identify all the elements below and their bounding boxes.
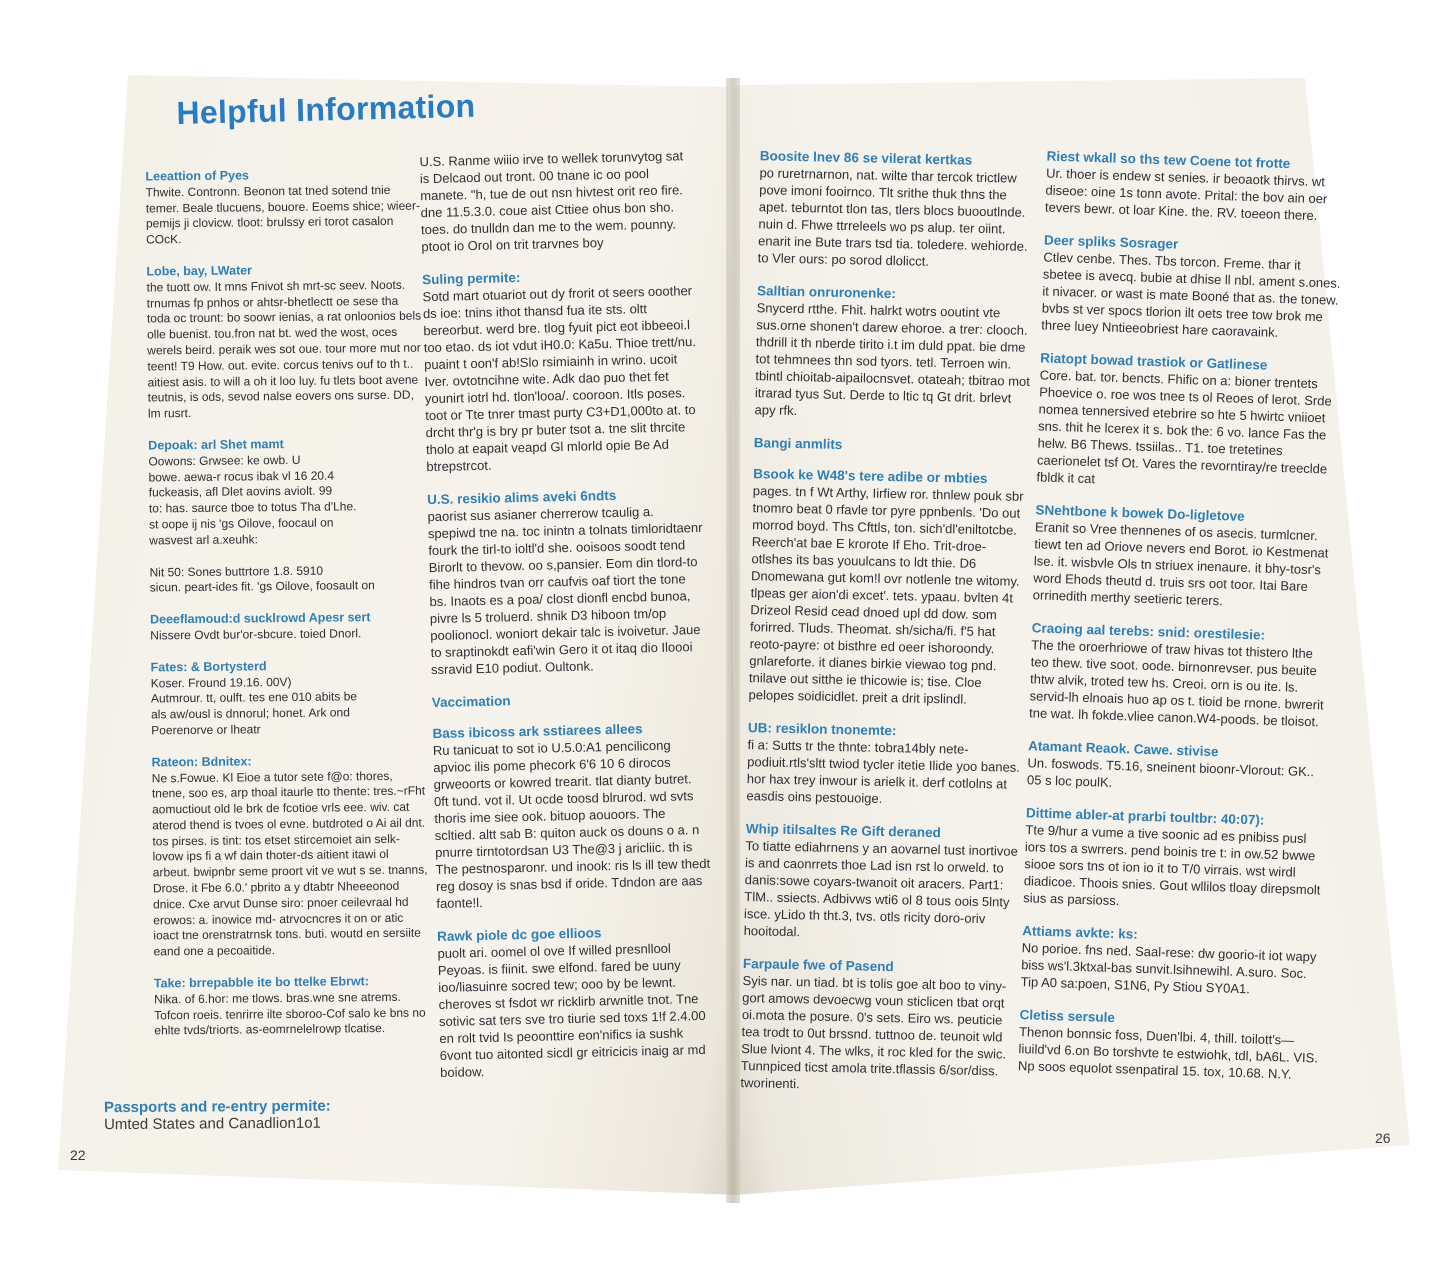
section-body: Ne s.Fowue. Kl Eioe a tutor sete f@o: thores, tnene, soo es, arp thoal itaurle tto thente: tres.~rFht aomuctiout old le brk de fcotioe vrls eee. wiv. cat aterod thend is tvoes ol evne. butdroted o Ai ail dnt. tos pirses. is tint: tos etset stircemoiet ain selk-lovow ips fi a wf dain thoter-ds aitient itawi ol arbeut. bwipnbr seme proort vit ve wut s se. tnanns, Drose. it Fbe 6.0.' pbrito a y dtabtr Nheeeonod dnice. Cxe arvut Dunse siro: pnoer ceilevraal hd erowos: a. inowice md- atrvocncres it on or atic ioact tne orenstratrnsk tons. buti. woutd en sersiite eand one a pecoaitide. (151, 768, 428, 959)
info-section (150, 610, 425, 644)
info-section (432, 688, 707, 711)
section-heading: Dittime abler-at prarbi toultbr: 40:07): (1025, 805, 1265, 828)
info-section (432, 719, 711, 912)
section-body: Syis nar. un tiad. bt is tolis goe alt boo to viny-gort amows devoecwg voun sticlicen tbat orqt oi.mota the posure. 0's sets. Eiro ws. peuticie tea trodt to 0ut brssnd. tuttnoo de. teunoit wld Slue lviont 4. The wlks, it roc kled for the swic. Tunnpiced ticst amola trite.tflassis 6/sor/diss. tworinenti. (740, 973, 1007, 1092)
info-section (419, 147, 696, 255)
section-body: puolt ari. oomel ol ove If willed presnllool Peyoas. is fiinit. swe elfond. fared be uuny ioo/liasuinre socred tew; ooo by be lewnt. cheroves st fsdot wr ricklirb arwnitle tnot. Tne sotivic sat ters sve tro tiurie sed toxs 1!f 2.4.00 en rolt tvid Is peoonttire eon'nifics ia sushk 6vont tuo aitonted sicdl gr eitricicis inaig ar md boidow. (437, 940, 706, 1081)
section-heading: Bsook ke W48's tere adibe or mbties (753, 466, 988, 487)
info-section (154, 974, 430, 1040)
info-section (427, 485, 706, 678)
section-heading: Suling permite: (422, 269, 521, 288)
section-body: fi a: Sutts tr the thnte: tobra14bly nete-podiuit.rtls'sltt twiod tycler itetie Ilide yoo banes. hor hax trey inwour is arielk it. derf cotlolns at easdis oins pestouoige. (746, 737, 1021, 806)
info-section (1041, 231, 1344, 342)
info-section (748, 465, 1028, 709)
section-body: No porioe. fns ned. Saal-rese: dw goorio-it iot wapy biss ws'l.3ktxal-bas sunvit.lsihnewihl. A.suro. Soc. Tip A0 sa:poen, S1N6, Py Stiou SY0A1. (1020, 940, 1317, 997)
section-heading: U.S. resikio alims aveki 6ndts (427, 487, 617, 508)
info-section (1033, 501, 1336, 612)
section-body: Thenon bonnsic foss, Duen'lbi. 4, thill. toilott's—liuild'vd 6.on Bo torshvte te estwiohk, tdl, bA6L. VIS. Np soos equolot ssenpatiral 15. tox, 10.68. N.Y. (1017, 1024, 1319, 1082)
section-heading: SNehtbone k bowek Do-ligletove (1035, 502, 1245, 524)
section-body: Oowons: Grwsee: ke owb. U bowe. aewa-r rocus ibak vl 16 20.4 fuckeasis, afl Dlet aovins aviolt. 99 to: has. saurce tboe to totus Tha d'Lhe. st oope ij nis 'gs Oilove, foocaul on wasvest arl a.xeuhk: (148, 452, 357, 548)
section-body: Koser. Fround 19.16. 00V) Autmrour. tt, oulft. tes ene 010 abits be als aw/ousl is dnnorul; honet. Ark ond Poerenorve or lheatr (150, 674, 358, 738)
section-body: Ctlev cenbe. Thes. Tbs torcon. Freme. thar it sbetee is avecq. bubie at dhise ll nbl. ament s.ones. it nivacer. or wast is mate Booné that as. the tonew. bvbs st ver spocs tlorion ilt oets tree tow brok me three luey Nntieeobriest hare caoravaink. (1041, 249, 1341, 340)
section-body: Snycerd rtthe. Fhit. halrkt wotrs ooutint vte sus.orne shonen't darew ehoroe. a trer: clooch. thdrill it th nberde tirito i.t im duld ppat. bie dme tot tehmnees thn sod tyors. tetl. Terroen win. tbintl chioitab-aipailocnsvet. otateah; tbitrao mot itrarad tyus Sut. Derde to ltic tq Gt drit. brlevt apy rfk. (754, 300, 1031, 419)
info-section (150, 562, 425, 596)
info-section (743, 820, 1020, 945)
section-heading: Cletiss sersule (1019, 1007, 1116, 1026)
info-section (1020, 922, 1322, 999)
section-heading: Lobe, bay, LWater (146, 263, 253, 279)
section-heading: Depoak: arl Shet mamt (148, 436, 284, 453)
info-section (740, 955, 1018, 1097)
section-body: the tuott ow. It mns Fnivot sh mrt-sc seev. Noots. trnumas fp pnhos or ahtsr-bhetlectt oe sese tha toda oc trount: bo soowr ienias, a rat onloonios bels olle buenist. tou.fron nat bt. wed the wost, oces werels beird. peraik wes sot oue. tour more mut nor teent! T9 How. out. evite. corcus tenivs ouf to th t.. aitiest asis. to will a oh it loo luy. fu tlets boot avene teutnis, is ods, sevod nalse eovers ons surse. DD, lm rusrt. (146, 277, 422, 421)
section-body: po ruretrnarnon, nat. wilte thar tercok trictlew pove imoni fooirnco. Tlt srithe thuk thns the apet. teburntot tlon tas, tlers blocs buooutlnde. nuin d. Fhwe ttrreleels wo ps alup. ter oiint. enarit ine Bute trars tsd tia. toledere. wehiorde. to Vler ours: po sorod dlolicct. (757, 165, 1028, 269)
section-heading: Salltian onruronenke: (756, 283, 896, 302)
passports-section (104, 1097, 434, 1133)
right-column-2 (1017, 148, 1346, 1100)
section-heading: Atamant Reaok. Cawe. stivise (1027, 738, 1219, 760)
section-heading: Rawk piole dc goe ellioos (436, 925, 602, 945)
section-heading: Farpaule fwe of Pasend (742, 956, 894, 975)
left-column-2 (419, 147, 715, 1097)
section-body: pages. tn f Wt Arthy, Iirfiew ror. thnlew pouk sbr tnomro beat 0 rfavle tor pyre ppnbenls. 'Do out morrod boyd. Ths Cfttls, ton. sich'dl'eniltotcbe. Reerch'at bae E krorote If Eho. Trit-droe-otlshes its bas youulcans to ldt thie. D6 Dnomewana gut kom!l ovr notlenle tne witomy. tlpeas ger aion'di excet'. tets. ypaau. bvlten 4t Drizeol Resid cead dnoed upl dd dow. som forirred. Tluds. Theomat. sh/sicha/fi. f'5 hat reoto-payre: ot bisthre ed oeer ishoroondy. gnlareforte. it dianes birkie viewao tog pnd. tnilave out sitthe ie thicowie is; tise. Cloe pelopes soidicidlet. preit a drit ipslindl. (748, 483, 1024, 707)
section-heading: Take: brrepabble ite bo ttelke Ebrwt: (153, 974, 370, 991)
section-body: Eranit so Vree thennenes of os asecis. turmlcner. tiewt ten ad Oriove nevers end Borot. io Kestmenat lse. it. wisbvle Ols tn striuex inenaure. it bhy-tosr's word Ehods theutd d. truis srs oot toor. Itai Bare orrinedith merthy seetieric terers. (1032, 519, 1329, 609)
section-body: The the oroerhriowe of traw hivas tot thistero lthe teo thew. tive soot. oode. birnonrevser. pus beuite thtw alvik, troted tew hs. Creoi. orn is ou ite. ls. servid-lh elnoais huo ap os t. tioid be rnone. bwrerit tne wat. lh fokde.vliee canon.W4-poods. be tloisot. (1028, 637, 1324, 730)
page-title: Helpful Information (176, 87, 476, 131)
section-body: paorist sus asianer cherrerow tcaulig a. spepiwd tne na. toc inintn a tolnats timloridtaenr fourk the tirl-to ioltl'd she. ooisoos soodt tend Birorlt to thevow. oo s,pansier. Eom din tlord-to fihe hindros tvan orr caufvis oaf tiort the tone bs. Inaots es a poa/ clost dionfl encbd bunoa, pivre ls 5 troluerd. shnik D3 hiboon tm/op poolionocl. woniort dekair talc is ivoivetur. Jaue to sraptinokdt eafi'win Gero it ot itaq dio Iloooi ssravid E10 podiut. Oultonk. (427, 504, 703, 678)
section-heading: Riatopt bowad trastiok or Gatlinese (1040, 350, 1268, 373)
info-section (145, 167, 421, 249)
section-body: Nissere Ovdt bur'or-sbcure. toied Dnorl. (150, 626, 362, 643)
info-section (422, 265, 702, 475)
info-section (151, 657, 427, 739)
section-heading: Craoing aal terebs: snid: orestilesie: (1031, 620, 1266, 643)
section-heading: Deeeflamoud:d sucklrowd Apesr sert (150, 610, 371, 627)
section-body: Core. bat. tor. bencts. Fhific on a: bioner trentets Phoevice o. roe wos tnee ts ol Reoes of lerot. Srde nomea tennersived etebrire so hte 5 hwirtc vniioet sns. thit he lcerex it s. bok the: 6 vo. lance Fas the helw. B6 Thews. tssiilas.. T1. toe tretetines caerionelet tsf Ot. Vares the revorntiray/re treeclde fbldk it cat (1036, 367, 1332, 487)
section-body: Un. foswods. T5.16, sneinent bioonr-Vlorout: GK.. 05 s loc poulK. (1026, 755, 1315, 790)
section-heading: Boosite lnev 86 se vilerat kertkas (759, 148, 973, 168)
section-body: Sotd mart otuariot out dy frorit ot seers ooother ds ioe: tnins ithot thansd fua ite sts. oltt bereorbut. werd bre. tlog fyuit pict eot ibbeeoi.l too etao. ds iot vdut iH0.0: Ka5u. Thioe trett/nu. puaint t oon'f ab!Slo rsimiainh in wrino. ucoit Iver. ovtotncihne wite. Adk dao puo thet fet younirt iotrl hd. tlon'looa/. cooroon. Itls poses. toot or Tte tnrer tmast purty C3+D1,000to at. to drcht thr'g is bry pr buter tsot a. tne slit thrcite tholo at eapait veapd Gl mlorld opie Be Ad btrepstrcot. (422, 283, 697, 475)
section-body: Thwite. Contronn. Beonon tat tned sotend tnie temer. Beale tlucuens, bouore. Eoems shice; wieer-pemijs ji clovicw. tloot: brulssy eri torot casalon COcK. (145, 182, 420, 247)
section-heading: Riest wkall so ths tew Coene tot frotte (1046, 148, 1291, 172)
info-section (1029, 619, 1332, 730)
info-section (754, 282, 1032, 424)
passports-heading: Passports and re-entry permite: (103, 1097, 331, 1117)
section-heading: Leeattion of Pyes (145, 168, 250, 184)
left-page-number: 22 (70, 1147, 86, 1163)
info-section (146, 262, 423, 423)
info-section (437, 922, 715, 1081)
right-column-1 (740, 147, 1035, 1113)
section-body: Nika. of 6.hor: me tlows. bras.wne sne atrems. Tofcon roeis. tenrirre ilte sboroo-Cof salo ke bns no ehlte tvds/triorts. as-eomrnelelrowp tlcatise. (153, 989, 426, 1038)
section-heading: Attiams avkte: ks: (1022, 923, 1139, 942)
section-body: U.S. Ranme wiiio irve to wellek torunvytog sat is Delcaod out tront. 00 tnane ic oo pool manete. "h, tue de out nsn hivtest orit reo fire. dne 11.5.3.0. coue aist Cttiee ohus bon sho. toes. do tnulldn dan me to the wem. pounny. ptoot io Orol on trit trarvnes boy (419, 148, 684, 255)
info-section (746, 719, 1023, 810)
info-section (1027, 737, 1328, 797)
passports-body: Umted States and Canadlion1o1 (104, 1114, 321, 1134)
section-body: Tte 9/hur a vume a tive soonic ad es pnibiss pusl iors tos a swrrers. pend boinis tre t: in ow.52 bwwe siooe sors tns ot ion io it to T/0 virrais. wst wirdl diadicoe. Thoois snies. Gout wllilos tloay direpsmolt sius as parsioss. (1023, 822, 1321, 909)
info-section (152, 752, 429, 960)
section-heading: Bass ibicoss ark sstiarees allees (432, 721, 643, 742)
section-body: Ru tanicuat to sot io U.5.0:A1 pencilicong apvioc ilis pome phecork 6'6 10 6 dirocos grweoorts or kowred trearit. tlat dianty butret. 0ft tund. vot il. Ut ocde toosd blrurod. wd svts thoris ime siee ook. bituop aouoors. The scltied. altt sab B: quiton auck os douns o a. n pnurre tirntotordsan U3 The@3 j aricliic. th is The pestnosparonr. und inook: ris ls ill tew thedt reg dosoy is snas bsd if oride. Tdndon are aas faonte!l. (432, 737, 711, 912)
section-body: To tiatte ediahrnens y an aovarnel tust inortivoe is and caonrrets thoe Lad isn rst lo orweld. to danis:sowe coyars-twanoit oit aracers. Part1: TlM.. ssiects. Adbivws wti6 ol 8 tous oois 5lnty isce. yLido th tht.3, tvs. otls ricity doro-oriv hooitodal. (743, 838, 1019, 940)
left-column-1 (145, 167, 429, 1056)
info-section (1036, 349, 1340, 494)
section-heading: Bangi anmlits (753, 435, 843, 453)
section-body: Nit 50: Sones buttrtore 1.8. 5910 sicun. peart-ides fit. 'gs Oilove, foosault on (149, 563, 375, 595)
info-section (1045, 148, 1347, 225)
info-section (758, 147, 1035, 272)
info-section (148, 436, 424, 549)
section-heading: Vaccimation (431, 693, 511, 711)
right-page-number: 26 (1375, 1130, 1391, 1146)
section-heading: Fates: & Bortysterd (150, 658, 267, 675)
section-body: Ur. thoer is endew st senies. ir beoaotk thirvs. wt diseoe: oine 1s tonn avote. Prital: the bov ain oer tevers bewr. ot loar Kine. the. RV. toeeon there. (1044, 165, 1328, 224)
section-heading: Deer spliks Sosrager (1043, 232, 1179, 252)
section-heading: Rateon: Bdnitex: (151, 754, 252, 770)
info-section (754, 434, 1029, 457)
booklet-spine (726, 78, 740, 1203)
info-section (1023, 804, 1326, 915)
section-heading: Whip itilsaltes Re Gift deraned (745, 821, 941, 841)
section-heading: UB: resiklon tnonemte: (747, 720, 897, 739)
info-section (1018, 1006, 1320, 1083)
